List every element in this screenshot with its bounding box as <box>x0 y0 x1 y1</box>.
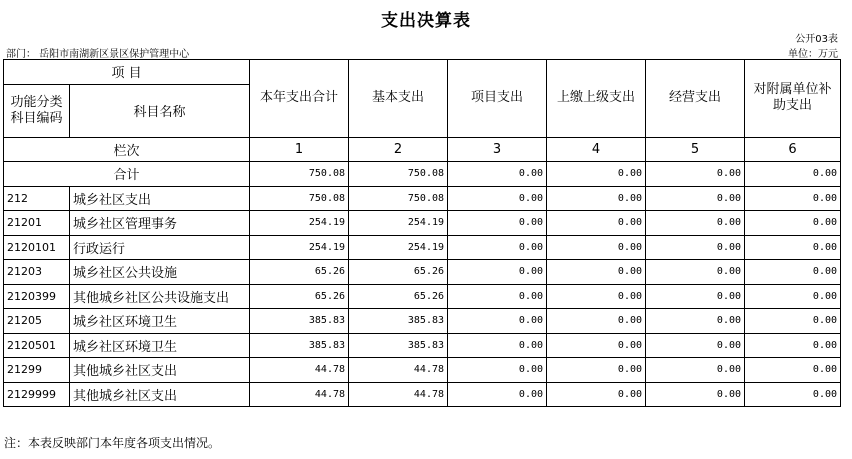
row-name: 其他城乡社区支出 <box>70 382 250 407</box>
unit-label: 单位：万元 <box>788 49 838 60</box>
header-col-2: 基本支出 <box>349 60 448 138</box>
row-value: 0.00 <box>745 260 841 285</box>
header-col-5: 经营支出 <box>646 60 745 138</box>
row-code: 2120501 <box>4 333 70 358</box>
total-label: 合计 <box>4 162 250 187</box>
row-value: 0.00 <box>646 309 745 334</box>
row-value: 0.00 <box>448 186 547 211</box>
row-value: 0.00 <box>547 358 646 383</box>
header-func-code: 功能分类科目编码 <box>4 84 70 137</box>
row-name: 城乡社区环境卫生 <box>70 333 250 358</box>
row-value: 0.00 <box>745 186 841 211</box>
row-value: 0.00 <box>745 333 841 358</box>
row-code: 21203 <box>4 260 70 285</box>
table-row <box>4 235 841 260</box>
row-value: 254.19 <box>250 235 349 260</box>
row-name: 城乡社区支出 <box>70 186 250 211</box>
row-value: 65.26 <box>250 284 349 309</box>
row-value: 44.78 <box>250 358 349 383</box>
department-label: 部门： 岳阳市南湖新区景区保护管理中心 <box>6 49 190 60</box>
row-value: 385.83 <box>349 309 448 334</box>
row-value: 0.00 <box>646 284 745 309</box>
row-code: 21205 <box>4 309 70 334</box>
total-value: 750.08 <box>349 162 448 187</box>
footnote: 注：本表反映部门本年度各项支出情况。 <box>4 436 221 450</box>
row-value: 0.00 <box>547 284 646 309</box>
row-value: 0.00 <box>547 382 646 407</box>
row-value: 0.00 <box>745 309 841 334</box>
row-value: 0.00 <box>745 382 841 407</box>
row-value: 0.00 <box>448 235 547 260</box>
row-value: 254.19 <box>349 211 448 236</box>
row-value: 65.26 <box>250 260 349 285</box>
header-col-3: 项目支出 <box>448 60 547 138</box>
header-col-6: 对附属单位补助支出 <box>745 60 841 138</box>
row-value: 385.83 <box>349 333 448 358</box>
row-index-2: 2 <box>349 137 448 162</box>
total-value: 0.00 <box>448 162 547 187</box>
row-value: 385.83 <box>250 333 349 358</box>
row-value: 0.00 <box>547 333 646 358</box>
row-value: 0.00 <box>646 211 745 236</box>
row-value: 0.00 <box>448 358 547 383</box>
row-value: 65.26 <box>349 284 448 309</box>
row-code: 2120399 <box>4 284 70 309</box>
row-code: 21299 <box>4 358 70 383</box>
row-code: 2129999 <box>4 382 70 407</box>
row-value: 0.00 <box>745 284 841 309</box>
header-col-4: 上缴上级支出 <box>547 60 646 138</box>
row-value: 0.00 <box>745 235 841 260</box>
row-value: 750.08 <box>250 186 349 211</box>
table-row <box>4 211 841 236</box>
row-value: 0.00 <box>646 235 745 260</box>
page-title: 支出决算表 <box>381 11 471 31</box>
row-name: 城乡社区公共设施 <box>70 260 250 285</box>
table-row <box>4 382 841 407</box>
row-value: 0.00 <box>547 235 646 260</box>
row-value: 0.00 <box>448 309 547 334</box>
row-value: 44.78 <box>349 382 448 407</box>
row-value: 750.08 <box>349 186 448 211</box>
expenditure-table <box>3 59 841 407</box>
row-value: 0.00 <box>448 260 547 285</box>
table-row <box>4 260 841 285</box>
row-name: 行政运行 <box>70 235 250 260</box>
row-value: 44.78 <box>349 358 448 383</box>
row-value: 385.83 <box>250 309 349 334</box>
row-value: 0.00 <box>547 211 646 236</box>
row-value: 0.00 <box>448 284 547 309</box>
table-row <box>4 284 841 309</box>
row-value: 0.00 <box>646 358 745 383</box>
header-col-1: 本年支出合计 <box>250 60 349 138</box>
total-value: 0.00 <box>547 162 646 187</box>
row-value: 0.00 <box>646 186 745 211</box>
row-code: 212 <box>4 186 70 211</box>
row-index-label: 栏次 <box>4 137 250 162</box>
row-index-1: 1 <box>250 137 349 162</box>
row-name: 其他城乡社区公共设施支出 <box>70 284 250 309</box>
row-name: 其他城乡社区支出 <box>70 358 250 383</box>
row-value: 254.19 <box>250 211 349 236</box>
form-code: 公开03表 <box>795 34 838 45</box>
table-row <box>4 333 841 358</box>
row-index-5: 5 <box>646 137 745 162</box>
row-code: 2120101 <box>4 235 70 260</box>
header-subject-name: 科目名称 <box>70 84 250 137</box>
header-project: 项 目 <box>4 60 250 85</box>
table-row <box>4 186 841 211</box>
row-code: 21201 <box>4 211 70 236</box>
row-value: 0.00 <box>547 309 646 334</box>
row-name: 城乡社区管理事务 <box>70 211 250 236</box>
total-value: 0.00 <box>745 162 841 187</box>
row-index-4: 4 <box>547 137 646 162</box>
total-value: 750.08 <box>250 162 349 187</box>
row-value: 0.00 <box>547 186 646 211</box>
row-value: 0.00 <box>745 358 841 383</box>
total-value: 0.00 <box>646 162 745 187</box>
row-value: 65.26 <box>349 260 448 285</box>
row-value: 44.78 <box>250 382 349 407</box>
table-row <box>4 309 841 334</box>
row-value: 0.00 <box>448 382 547 407</box>
row-value: 0.00 <box>448 211 547 236</box>
row-value: 0.00 <box>646 333 745 358</box>
row-index-3: 3 <box>448 137 547 162</box>
row-name: 城乡社区环境卫生 <box>70 309 250 334</box>
row-value: 0.00 <box>646 382 745 407</box>
row-value: 254.19 <box>349 235 448 260</box>
table-row <box>4 358 841 383</box>
row-index-6: 6 <box>745 137 841 162</box>
row-value: 0.00 <box>448 333 547 358</box>
row-value: 0.00 <box>646 260 745 285</box>
total-row <box>4 162 841 187</box>
row-value: 0.00 <box>547 260 646 285</box>
row-value: 0.00 <box>745 211 841 236</box>
